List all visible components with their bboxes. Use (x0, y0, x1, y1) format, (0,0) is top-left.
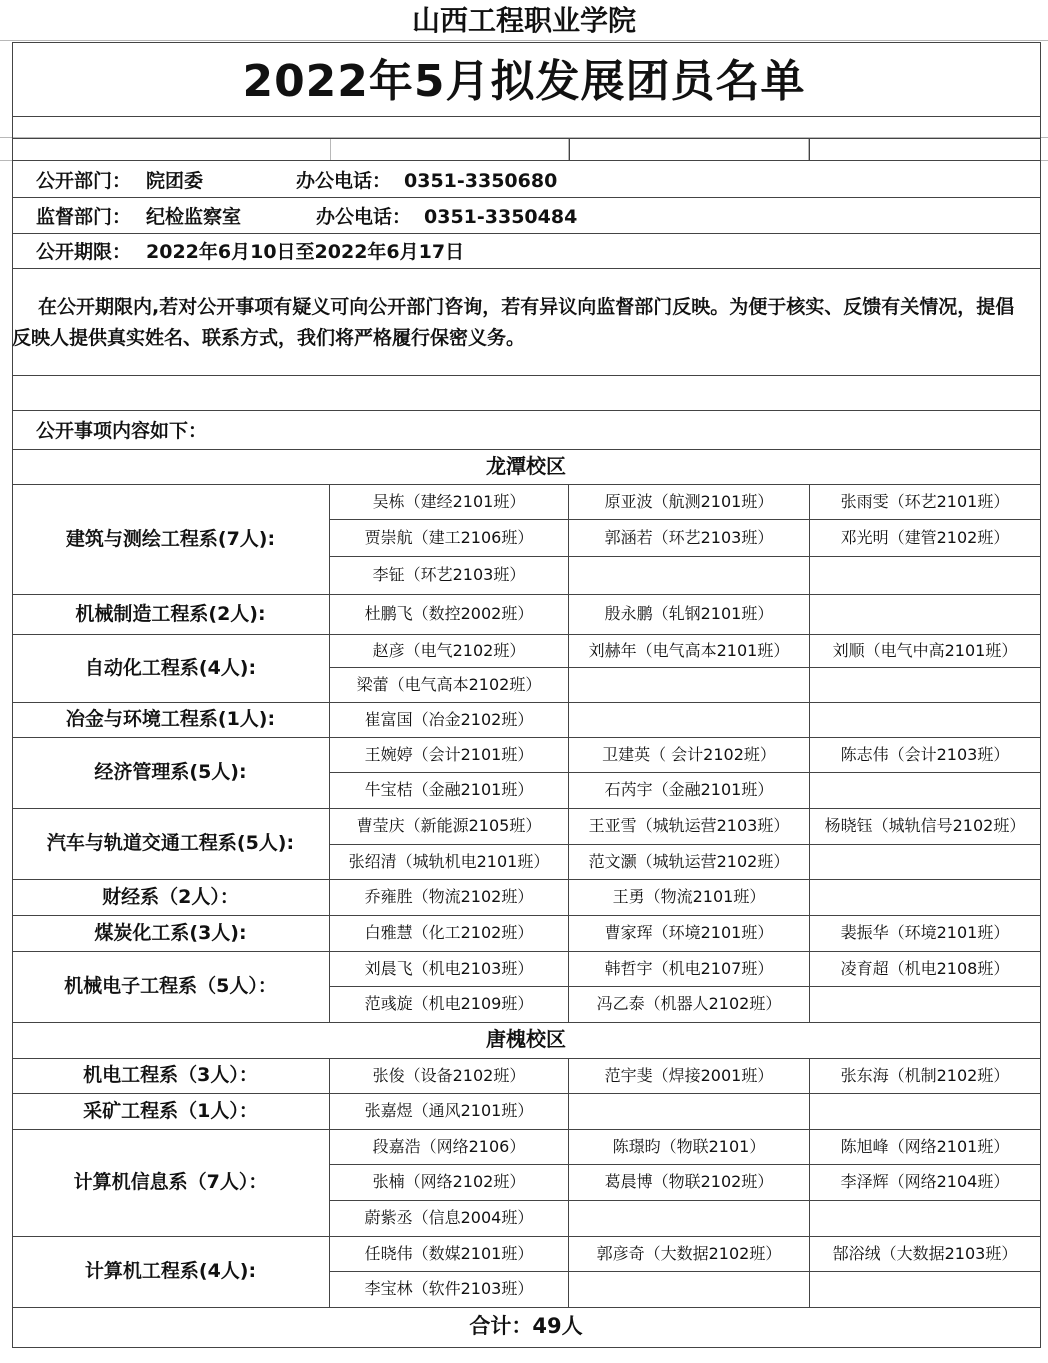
member-cell: 邓光明（建管2102班） (840, 528, 1010, 547)
grid-line (1040, 42, 1041, 1348)
member-cell: 张嘉煜（通风2101班） (364, 1101, 534, 1120)
member-cell: 郭彦奇（大数据2102班） (596, 1244, 782, 1263)
member-cell: 曹莹庆（新能源2105班） (356, 816, 542, 835)
member-cell: 郜浴绒（大数据2103班） (832, 1244, 1018, 1263)
member-cell: 陈志伟（会计2103班） (840, 745, 1010, 764)
public-phone-label: 办公电话： (296, 170, 392, 192)
member-cell: 石芮宇（金融2101班） (604, 780, 774, 799)
department-name: 计算机工程系(4人): (84, 1260, 257, 1282)
grid-line (12, 1347, 1041, 1348)
grid-line (12, 160, 1041, 161)
member-cell: 任晓伟（数媒2101班） (364, 1244, 534, 1263)
member-cell: 吴栋（建经2101班） (372, 492, 526, 511)
department-name: 煤炭化工系(3人): (94, 922, 247, 944)
department-name: 机电工程系（3人）： (83, 1064, 258, 1086)
notice-text: 在公开期限内,若对公开事项有疑义可向公开部门咨询，若有异议向监督部门反映。为便于核实、反馈有关情况，提倡反映人提供真实姓名、联系方式，我们将严格履行保密义务。 (12, 296, 1015, 349)
grid-line (12, 375, 1041, 376)
period-label: 公开期限： (36, 241, 132, 263)
member-cell: 李泽辉（网络2104班） (840, 1172, 1010, 1191)
member-cell: 王勇（物流2101班） (612, 887, 766, 906)
grid-line (809, 138, 810, 160)
member-cell: 刘赫年（电气高本2101班） (588, 641, 790, 660)
member-cell: 殷永鹏（轧钢2101班） (604, 604, 774, 623)
grid-line (0, 40, 1048, 41)
member-cell: 张楠（网络2102班） (372, 1172, 526, 1191)
department-name: 建筑与测绘工程系(7人): (65, 528, 276, 550)
public-dept: 院团委 (146, 170, 204, 192)
member-cell: 李宝林（软件2103班） (364, 1279, 534, 1298)
member-cell: 贾崇航（建工2106班） (364, 528, 534, 547)
member-cell: 刘顺（电气中高2101班） (832, 641, 1018, 660)
member-cell: 段嘉浩（网络2106） (372, 1137, 526, 1156)
department-name: 汽车与轨道交通工程系(5人): (46, 832, 295, 854)
member-cell: 张绍清（城轨机电2101班） (348, 852, 550, 871)
member-cell: 凌育超（机电2108班） (840, 959, 1010, 978)
member-cell: 范文灏（城轨运营2102班） (588, 852, 790, 871)
grid-line (12, 197, 1041, 198)
member-cell: 张东海（机制2102班） (840, 1066, 1010, 1085)
department-name: 自动化工程系(4人): (84, 657, 257, 679)
member-cell: 张雨雯（环艺2101班） (840, 492, 1010, 511)
member-cell: 王亚雪（城轨运营2103班） (588, 816, 790, 835)
member-cell: 梁蕾（电气高本2102班） (356, 675, 542, 694)
member-cell: 冯乙泰（机器人2102班） (596, 994, 782, 1013)
member-cell: 刘晨飞（机电2103班） (364, 959, 534, 978)
member-cell: 陈旭峰（网络2101班） (840, 1137, 1010, 1156)
department-name: 计算机信息系（7人）： (73, 1171, 268, 1193)
department-name: 采矿工程系（1人）： (83, 1100, 258, 1122)
grid-line (12, 42, 1041, 43)
grid-line (12, 410, 1041, 411)
member-cell: 范彧旋（机电2109班） (364, 994, 534, 1013)
member-cell: 乔雍胜（物流2102班） (364, 887, 534, 906)
member-cell: 白雅慧（化工2102班） (364, 923, 534, 942)
member-cell: 牛宝桔（金融2101班） (364, 780, 534, 799)
grid-line (330, 138, 331, 160)
grid-line (12, 116, 1041, 117)
member-cell: 韩哲宇（机电2107班） (604, 959, 774, 978)
member-cell: 曹家珲（环境2101班） (604, 923, 774, 942)
member-cell: 陈璟昀（物联2101） (612, 1137, 766, 1156)
member-cell: 王婉婷（会计2101班） (364, 745, 534, 764)
supervise-phone: 0351-3350484 (424, 206, 578, 228)
member-cell: 葛晨博（物联2102班） (604, 1172, 774, 1191)
supervise-dept: 纪检监察室 (146, 206, 242, 228)
member-cell: 杜鹏飞（数控2002班） (364, 604, 534, 623)
supervise-phone-label: 办公电话： (316, 206, 412, 228)
department-name: 机械电子工程系（5人）： (64, 975, 277, 997)
department-name: 财经系（2人）： (102, 886, 239, 908)
member-cell: 赵彦（电气2102班） (372, 641, 526, 660)
page-title: 2022年5月拟发展团员名单 (242, 56, 806, 107)
member-cell: 蔚紫丞（信息2004班） (364, 1208, 534, 1227)
public-dept-label: 公开部门： (36, 170, 132, 192)
member-cell: 杨晓钰（城轨信号2102班） (824, 816, 1026, 835)
member-cell: 郭涵若（环艺2103班） (604, 528, 774, 547)
member-cell: 范宇斐（焊接2001班） (604, 1066, 774, 1085)
member-cell: 崔富国（冶金2102班） (364, 710, 534, 729)
content-heading: 公开事项内容如下： (36, 420, 208, 442)
school-name: 山西工程职业学院 (411, 4, 636, 37)
campus-heading: 唐槐校区 (486, 1027, 566, 1051)
department-name: 经济管理系(5人): (94, 761, 247, 783)
member-cell: 张俊（设备2102班） (372, 1066, 526, 1085)
supervise-dept-label: 监督部门： (36, 206, 132, 228)
campus-heading: 龙潭校区 (486, 454, 566, 478)
member-cell: 裴振华（环境2101班） (840, 923, 1010, 942)
department-name: 机械制造工程系(2人): (75, 603, 266, 625)
grid-line (569, 138, 570, 160)
member-cell: 卫建英（ 会计2102班） (602, 745, 776, 764)
public-phone: 0351-3350680 (404, 170, 558, 192)
member-cell: 李钲（环艺2103班） (372, 565, 526, 584)
total-count: 合计：49人 (469, 1314, 583, 1338)
period: 2022年6月10日至2022年6月17日 (146, 241, 465, 263)
department-name: 冶金与环境工程系(1人): (65, 708, 276, 730)
member-cell: 原亚波（航测2101班） (604, 492, 774, 511)
grid-line (12, 233, 1041, 234)
grid-line (12, 268, 1041, 269)
grid-line (12, 138, 1041, 139)
